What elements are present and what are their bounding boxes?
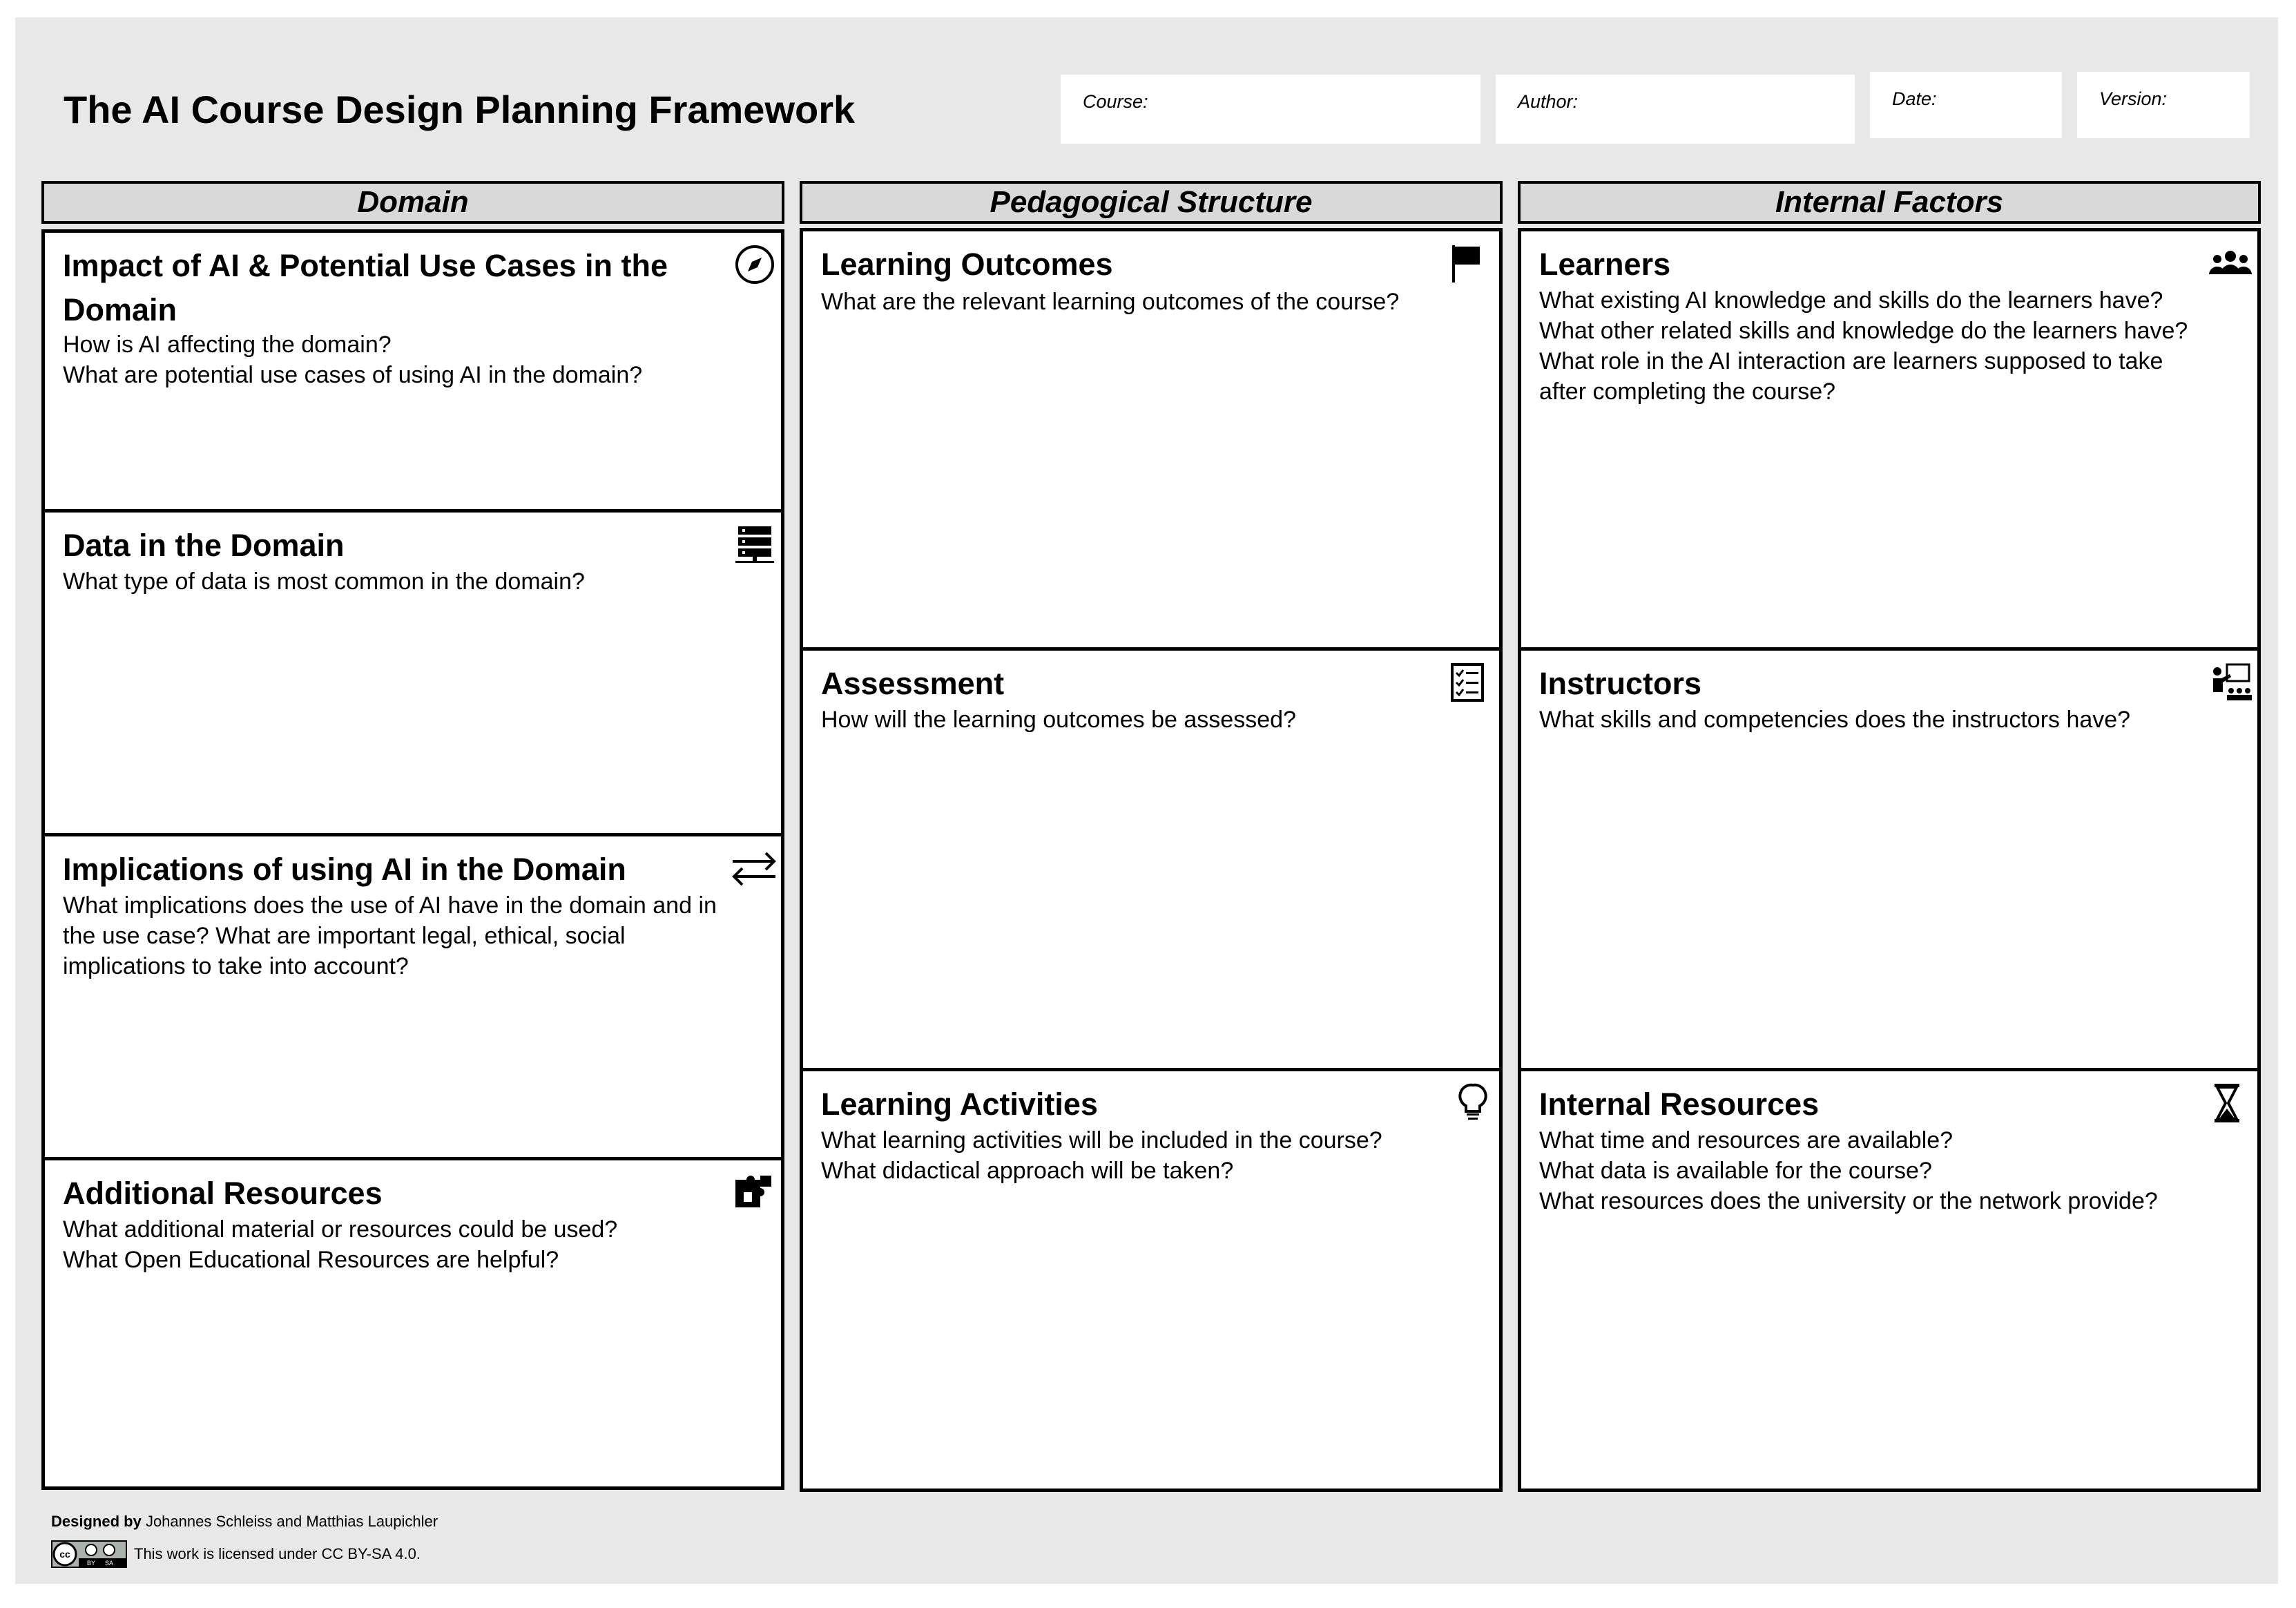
panel-activities-questions: What learning activities will be included in the course? What didactical approach will be taken? [821, 1127, 1382, 1184]
panel-activities-title: Learning Activities [821, 1087, 1098, 1122]
puzzle-icon [733, 1171, 774, 1213]
panel-learners-questions: What existing AI knowledge and skills do the learners have? What other related skills and knowledge do the learners have? What role in the AI interaction are learners supposed to take after completing the course? [1539, 287, 2188, 405]
panel-data-questions: What type of data is most common in the domain? [63, 568, 585, 595]
panel-learning-activities[interactable] [800, 1068, 1503, 1492]
panel-impact-title: Impact of AI & Potential Use Cases in the Domain [63, 248, 668, 327]
cc-badge-text: cc [59, 1549, 70, 1560]
panel-implications-title: Implications of using AI in the Domain [63, 852, 626, 887]
panel-additional-title: Additional Resources [63, 1176, 383, 1211]
column-header-internal: Internal Factors [1518, 181, 2261, 224]
column-header-pedagogical: Pedagogical Structure [800, 181, 1503, 224]
teacher-icon [2210, 662, 2252, 703]
panel-assessment-questions: How will the learning outcomes be assessed? [821, 707, 1296, 733]
version-field[interactable] [2077, 72, 2250, 138]
page-title: The AI Course Design Planning Framework [64, 88, 856, 131]
panel-learners-title: Learners [1539, 247, 1671, 282]
column-header-domain: Domain [41, 181, 784, 224]
designed-by-names: Johannes Schleiss and Matthias Laupichler [145, 1513, 438, 1530]
panel-internal-resources-questions: What time and resources are available? What data is available for the course? What resources does the university or the network provide? [1539, 1127, 2158, 1214]
arrows-exchange-icon [730, 848, 778, 889]
panel-data[interactable] [41, 509, 784, 836]
server-icon [734, 524, 775, 565]
panel-impact-questions: How is AI affecting the domain? What are potential use cases of using AI in the domain? [63, 332, 643, 388]
cc-by-sa-badge-icon[interactable] [51, 1540, 127, 1568]
license-text: This work is licensed under CC BY-SA 4.0. [134, 1545, 421, 1562]
panel-outcomes-questions: What are the relevant learning outcomes of the course? [821, 289, 1400, 315]
panel-internal-resources[interactable] [1518, 1068, 2261, 1492]
course-field[interactable] [1061, 75, 1480, 144]
panel-assessment[interactable] [800, 647, 1503, 1071]
panel-assessment-title: Assessment [821, 666, 1005, 701]
course-label: Course: [1083, 91, 1148, 112]
author-field[interactable] [1496, 75, 1855, 144]
compass-icon [734, 244, 775, 285]
flag-icon [1447, 242, 1488, 284]
version-label: Version: [2099, 88, 2168, 109]
panel-learners[interactable] [1518, 228, 2261, 651]
panel-implications-questions: What implications does the use of AI have in the domain and in the use case? What are important legal, ethical, social implications to take into account? [63, 892, 717, 979]
lightbulb-icon [1452, 1082, 1494, 1124]
panel-implications[interactable] [41, 833, 784, 1160]
panel-internal-resources-title: Internal Resources [1539, 1087, 1820, 1122]
sa-badge-text: SA [104, 1560, 114, 1567]
by-badge-text: BY [86, 1560, 96, 1567]
license-row [51, 1540, 421, 1568]
date-label: Date: [1892, 88, 1937, 109]
designed-by [51, 1513, 438, 1531]
panel-additional-questions: What additional material or resources could be used? What Open Educational Resources are helpful? [63, 1216, 618, 1273]
panel-learning-outcomes[interactable] [800, 228, 1503, 651]
hourglass-icon [2206, 1082, 2248, 1124]
panel-instructors[interactable] [1518, 647, 2261, 1071]
group-icon [2206, 242, 2255, 284]
panel-instructors-title: Instructors [1539, 666, 1702, 701]
checklist-icon [1447, 662, 1488, 703]
panel-additional-resources[interactable] [41, 1157, 784, 1490]
date-field[interactable] [1870, 72, 2062, 138]
panel-outcomes-title: Learning Outcomes [821, 247, 1113, 282]
author-label: Author: [1518, 91, 1579, 112]
designed-by-label: Designed by [51, 1513, 142, 1530]
panel-instructors-questions: What skills and competencies does the instructors have? [1539, 707, 2131, 733]
panel-data-title: Data in the Domain [63, 528, 345, 563]
panel-impact[interactable] [41, 229, 784, 513]
